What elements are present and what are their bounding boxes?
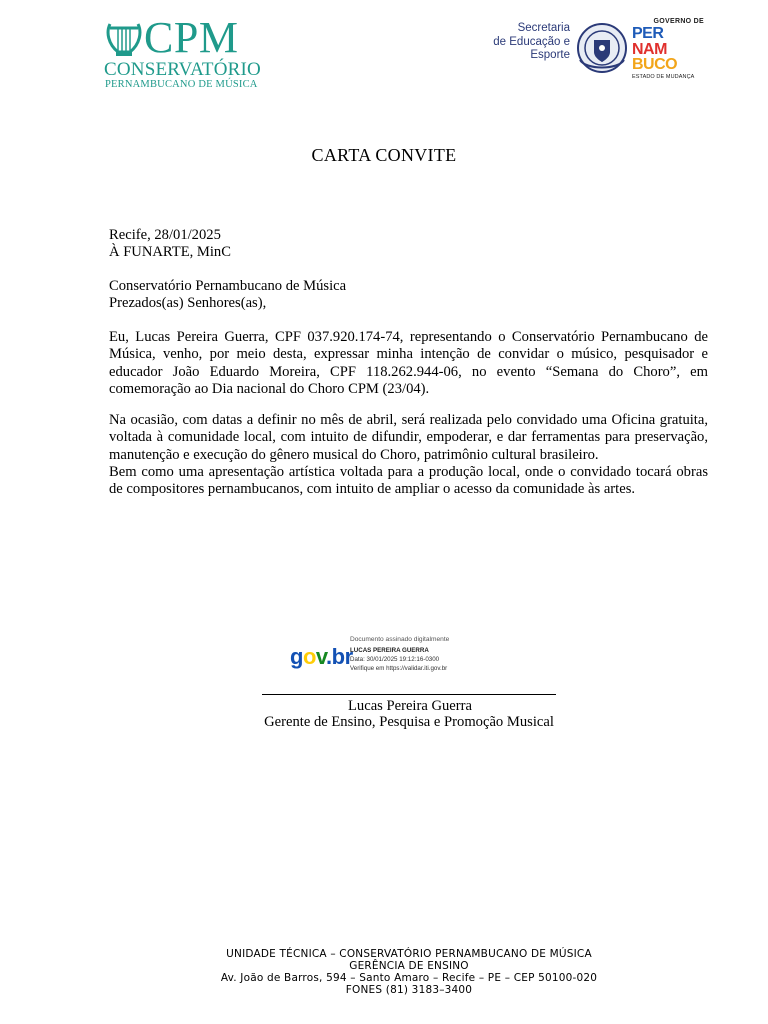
cpm-subtitle: CONSERVATÓRIO [104, 59, 261, 80]
digital-signature-stamp [290, 635, 490, 677]
signer-role: Gerente de Ensino, Pesquisa e Promoção Musical [264, 714, 554, 730]
stamp-verify-link[interactable]: Verifique em https://validar.iti.gov.br [350, 665, 448, 672]
footer [0, 948, 768, 996]
paragraph-1-block [109, 329, 708, 398]
place-date: Recife, 28/01/2025 [109, 227, 221, 243]
date-recipient [109, 227, 708, 262]
pernambuco-line-1: PER [632, 25, 664, 42]
footer-line-1: UNIDADE TÉCNICA – CONSERVATÓRIO PERNAMBUCANO DE MÚSICA [226, 948, 592, 960]
footer-address: Av. João de Barros, 594 – Santo Amaro – Recife – PE – CEP 50100-020 [220, 972, 598, 984]
secretaria-line-2: de Educação e [493, 35, 570, 48]
paragraph-3: Bem como uma apresentação artística voltada para a produção local, onde o convidado tocará obras de compositores pernambucanos, com intuito de ampliar o acesso da comunidade às artes. [109, 463, 708, 498]
state-crest-icon [576, 20, 628, 76]
page-title: CARTA CONVITE [311, 145, 457, 165]
lyre-icon [104, 22, 144, 58]
stamp-signer-name: LUCAS PEREIRA GUERRA [350, 647, 429, 654]
signature-line [262, 694, 556, 695]
greeting: Prezados(as) Senhores(as), [109, 295, 267, 312]
pernambuco-line-2: NAM [632, 41, 667, 58]
secretaria-line-1: Secretaria [517, 22, 570, 34]
governo-pernambuco-logo [632, 18, 712, 80]
recipient: À FUNARTE, MinC [109, 244, 231, 261]
paragraph-2: Na ocasião, com datas a definir no mês de abril, será realizada pelo convidado uma Oficina gratuita, voltada à comunidade local, com intuito de difundir, empoderar, e dar ferramentas para preservação, manutenção e execução do gênero musical do Choro, patrimônio cultural brasileiro. [109, 412, 708, 463]
sender-greeting [109, 278, 708, 313]
cpm-subtitle-2: PERNAMBUCANO DE MÚSICA [105, 79, 258, 90]
govbr-logo: gov.br [290, 644, 353, 669]
signer-name: Lucas Pereira Guerra [348, 698, 472, 714]
pernambuco-line-3: BUCO [632, 56, 678, 73]
estado-label: ESTADO DE MUDANÇA [632, 74, 695, 80]
footer-line-2: GERÊNCIA DE ENSINO [349, 960, 469, 972]
cpm-wordmark: CPM [144, 13, 239, 62]
governo-label: GOVERNO DE [653, 18, 704, 25]
paragraph-1: Eu, Lucas Pereira Guerra, CPF 037.920.174-74, representando o Conservatório Pernambucano de Música, venho, por meio desta, expressar minha intenção de convidar o músico, pesquisador e educador João Eduardo Moreira, CPF 118.262.944-06, no evento “Semana do Choro”, em comemoração ao Dia nacional do Choro CPM (23/04). [109, 329, 708, 397]
footer-phone: FONES (81) 3183–3400 [345, 984, 473, 996]
paragraph-2-block [109, 412, 708, 498]
stamp-title: Documento assinado digitalmente [350, 636, 450, 643]
secretaria-line-3: Esporte [530, 49, 570, 61]
stamp-date: Data: 30/01/2025 19:12:16-0300 [350, 656, 440, 663]
stamp-text [350, 635, 449, 673]
secretaria-label [470, 22, 570, 63]
sender-org: Conservatório Pernambucano de Música [109, 278, 347, 294]
cpm-logo [104, 13, 274, 90]
